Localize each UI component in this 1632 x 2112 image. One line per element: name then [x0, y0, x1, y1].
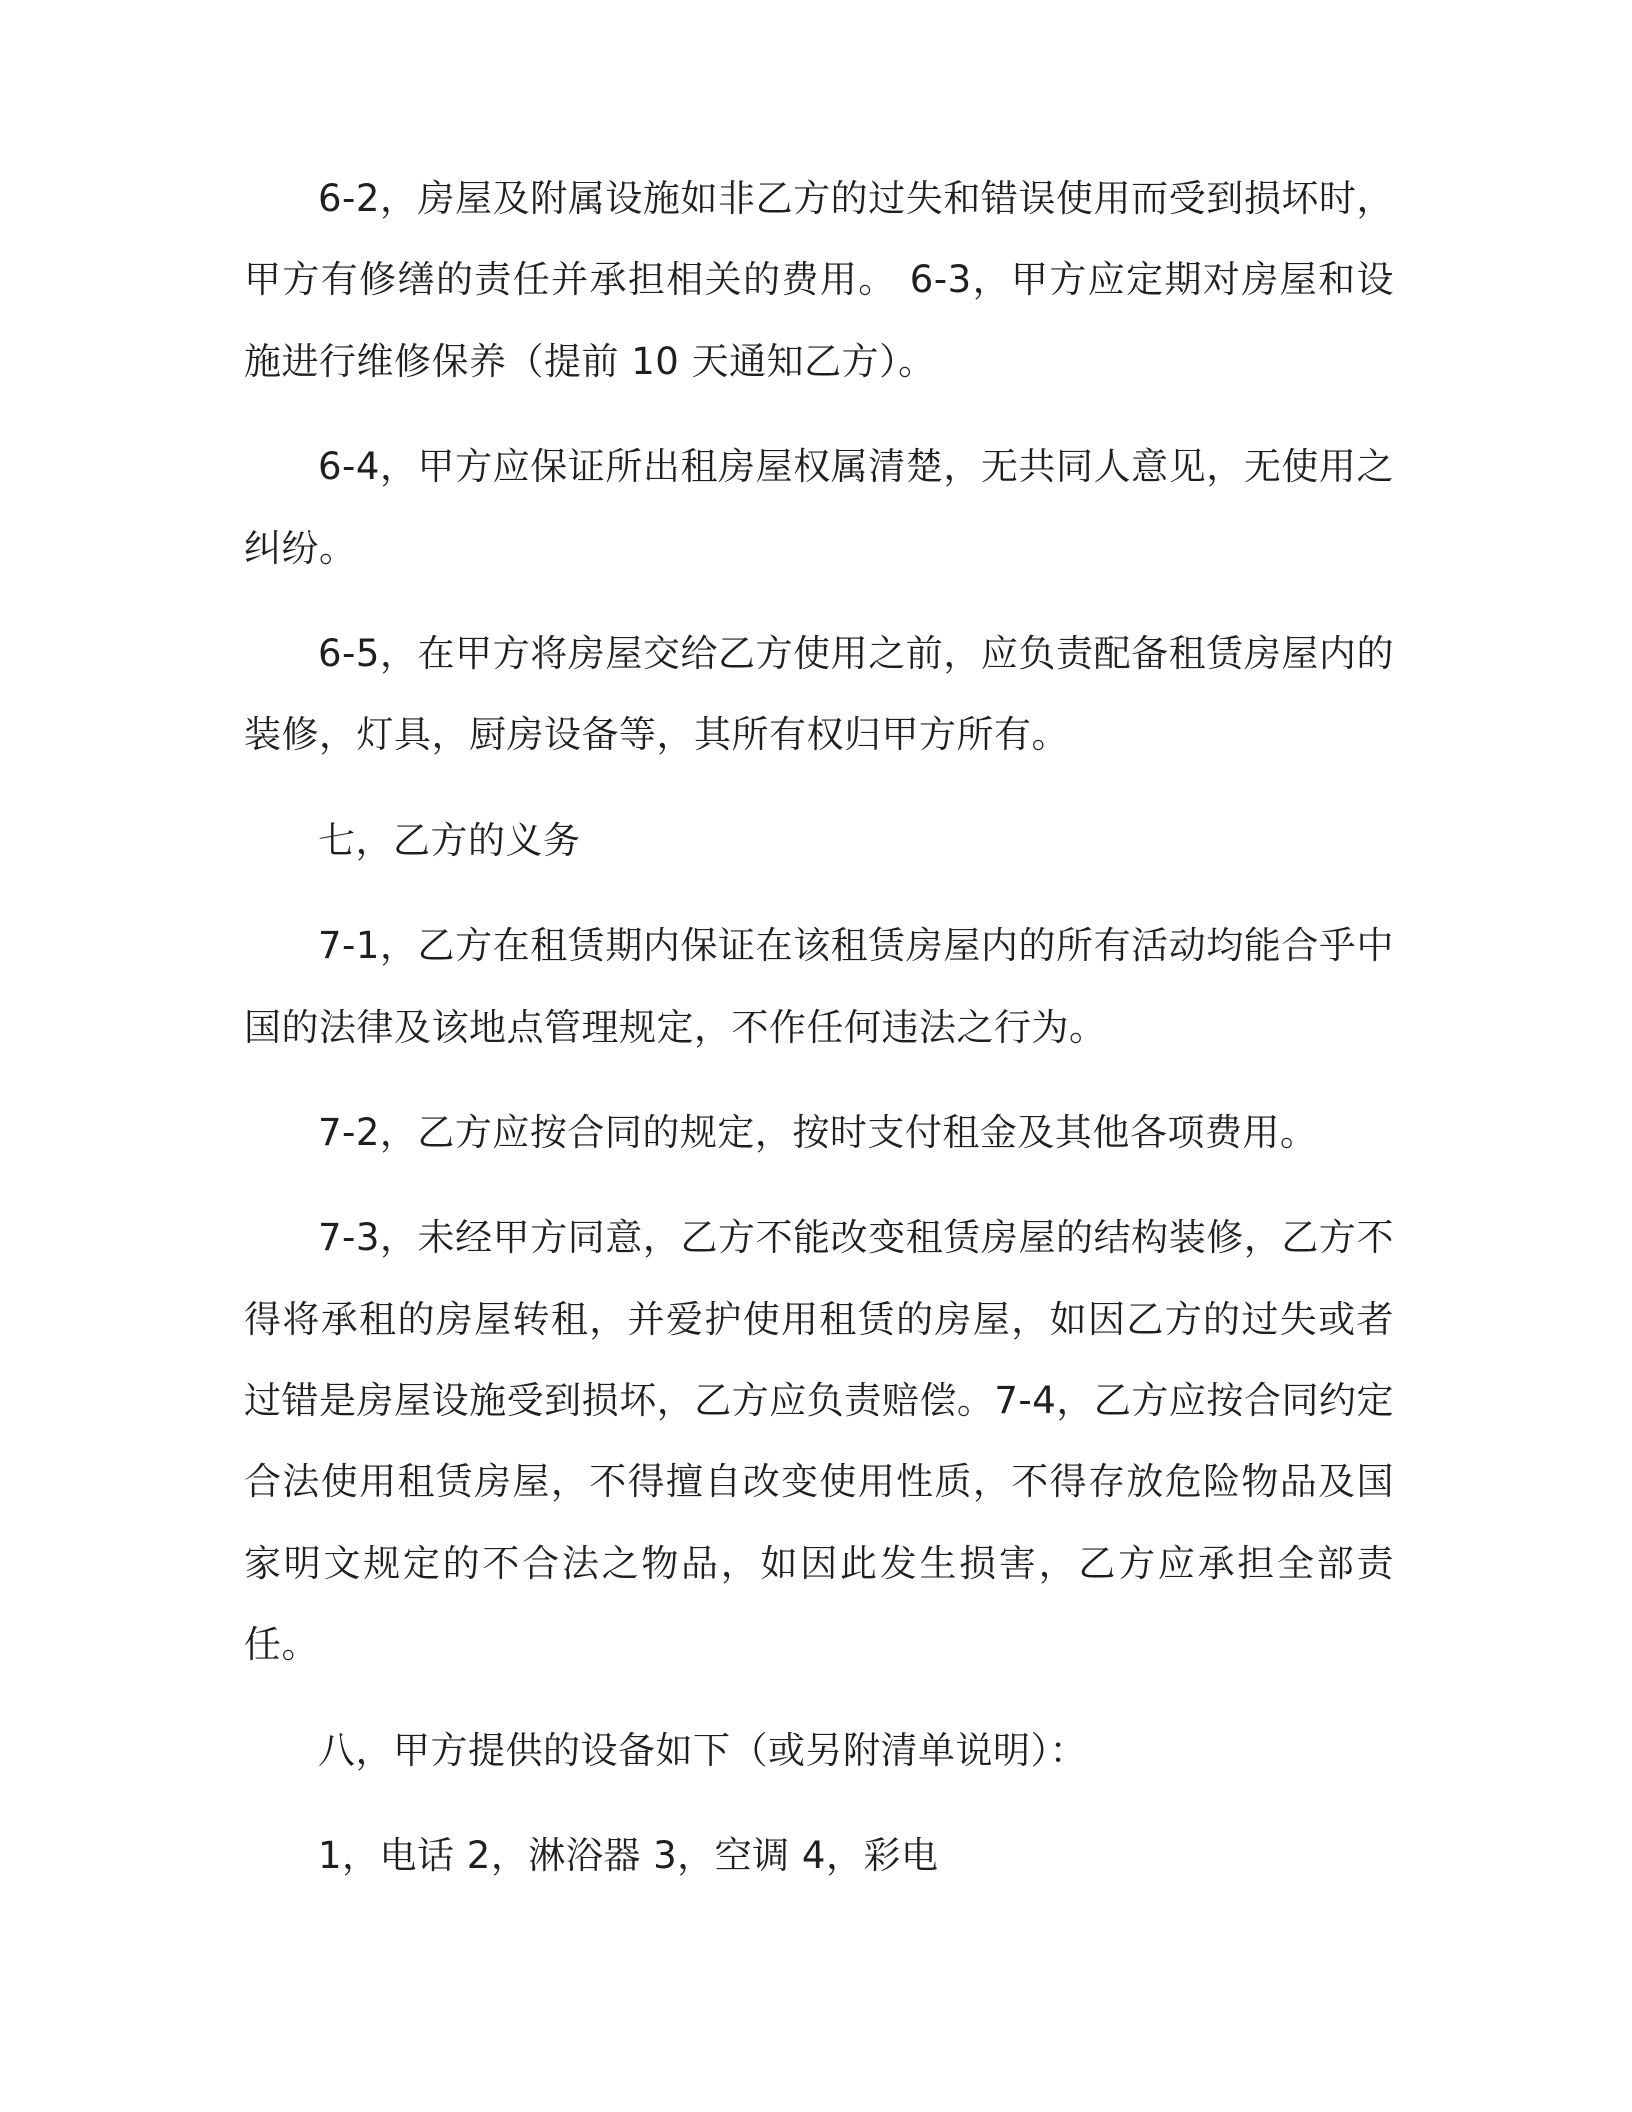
contract-paragraph: 6-5，在甲方将房屋交给乙方使用之前，应负责配备租赁房屋内的装修，灯具，厨房设备等，其所有权归甲方所有。 [244, 631, 1394, 757]
contract-section-heading: 七，乙方的义务 [318, 818, 581, 862]
contract-paragraph: 6-4，甲方应保证所出租房屋权属清楚，无共同人意见，无使用之纠纷。 [244, 445, 1394, 570]
contract-section-heading: 八，甲方提供的设备如下（或另附清单说明）： [318, 1728, 1087, 1772]
contract-paragraph: 7-2，乙方应按合同的规定，按时支付租金及其他各项费用。 [318, 1110, 1318, 1154]
contract-paragraph: 7-1，乙方在租赁期内保证在该租赁房屋内的所有活动均能合乎中国的法律及该地点管理规定，不作任何违法之行为。 [244, 924, 1394, 1049]
contract-body [244, 158, 1394, 1896]
contract-paragraph: 1，电话 2，淋浴器 3，空调 4，彩电 [318, 1834, 939, 1878]
contract-paragraph: 6-2，房屋及附属设施如非乙方的过失和错误使用而受到损坏时，甲方有修缮的责任并承担相关的费用。 6-3，甲方应定期对房屋和设施进行维修保养（提前 10 天通知乙方）。 [244, 177, 1394, 383]
contract-paragraph: 7-3，未经甲方同意，乙方不能改变租赁房屋的结构装修，乙方不得将承租的房屋转租，并爱护使用租赁的房屋，如因乙方的过失或者过错是房屋设施受到损坏，乙方应负责赔偿。7-4，乙方应按合同约定合法使用租赁房屋，不得擅自改变使用性质，不得存放危险物品及国家明文规定的不合法之物品，如因此发生损害，乙方应承担全部责任。 [244, 1216, 1394, 1667]
